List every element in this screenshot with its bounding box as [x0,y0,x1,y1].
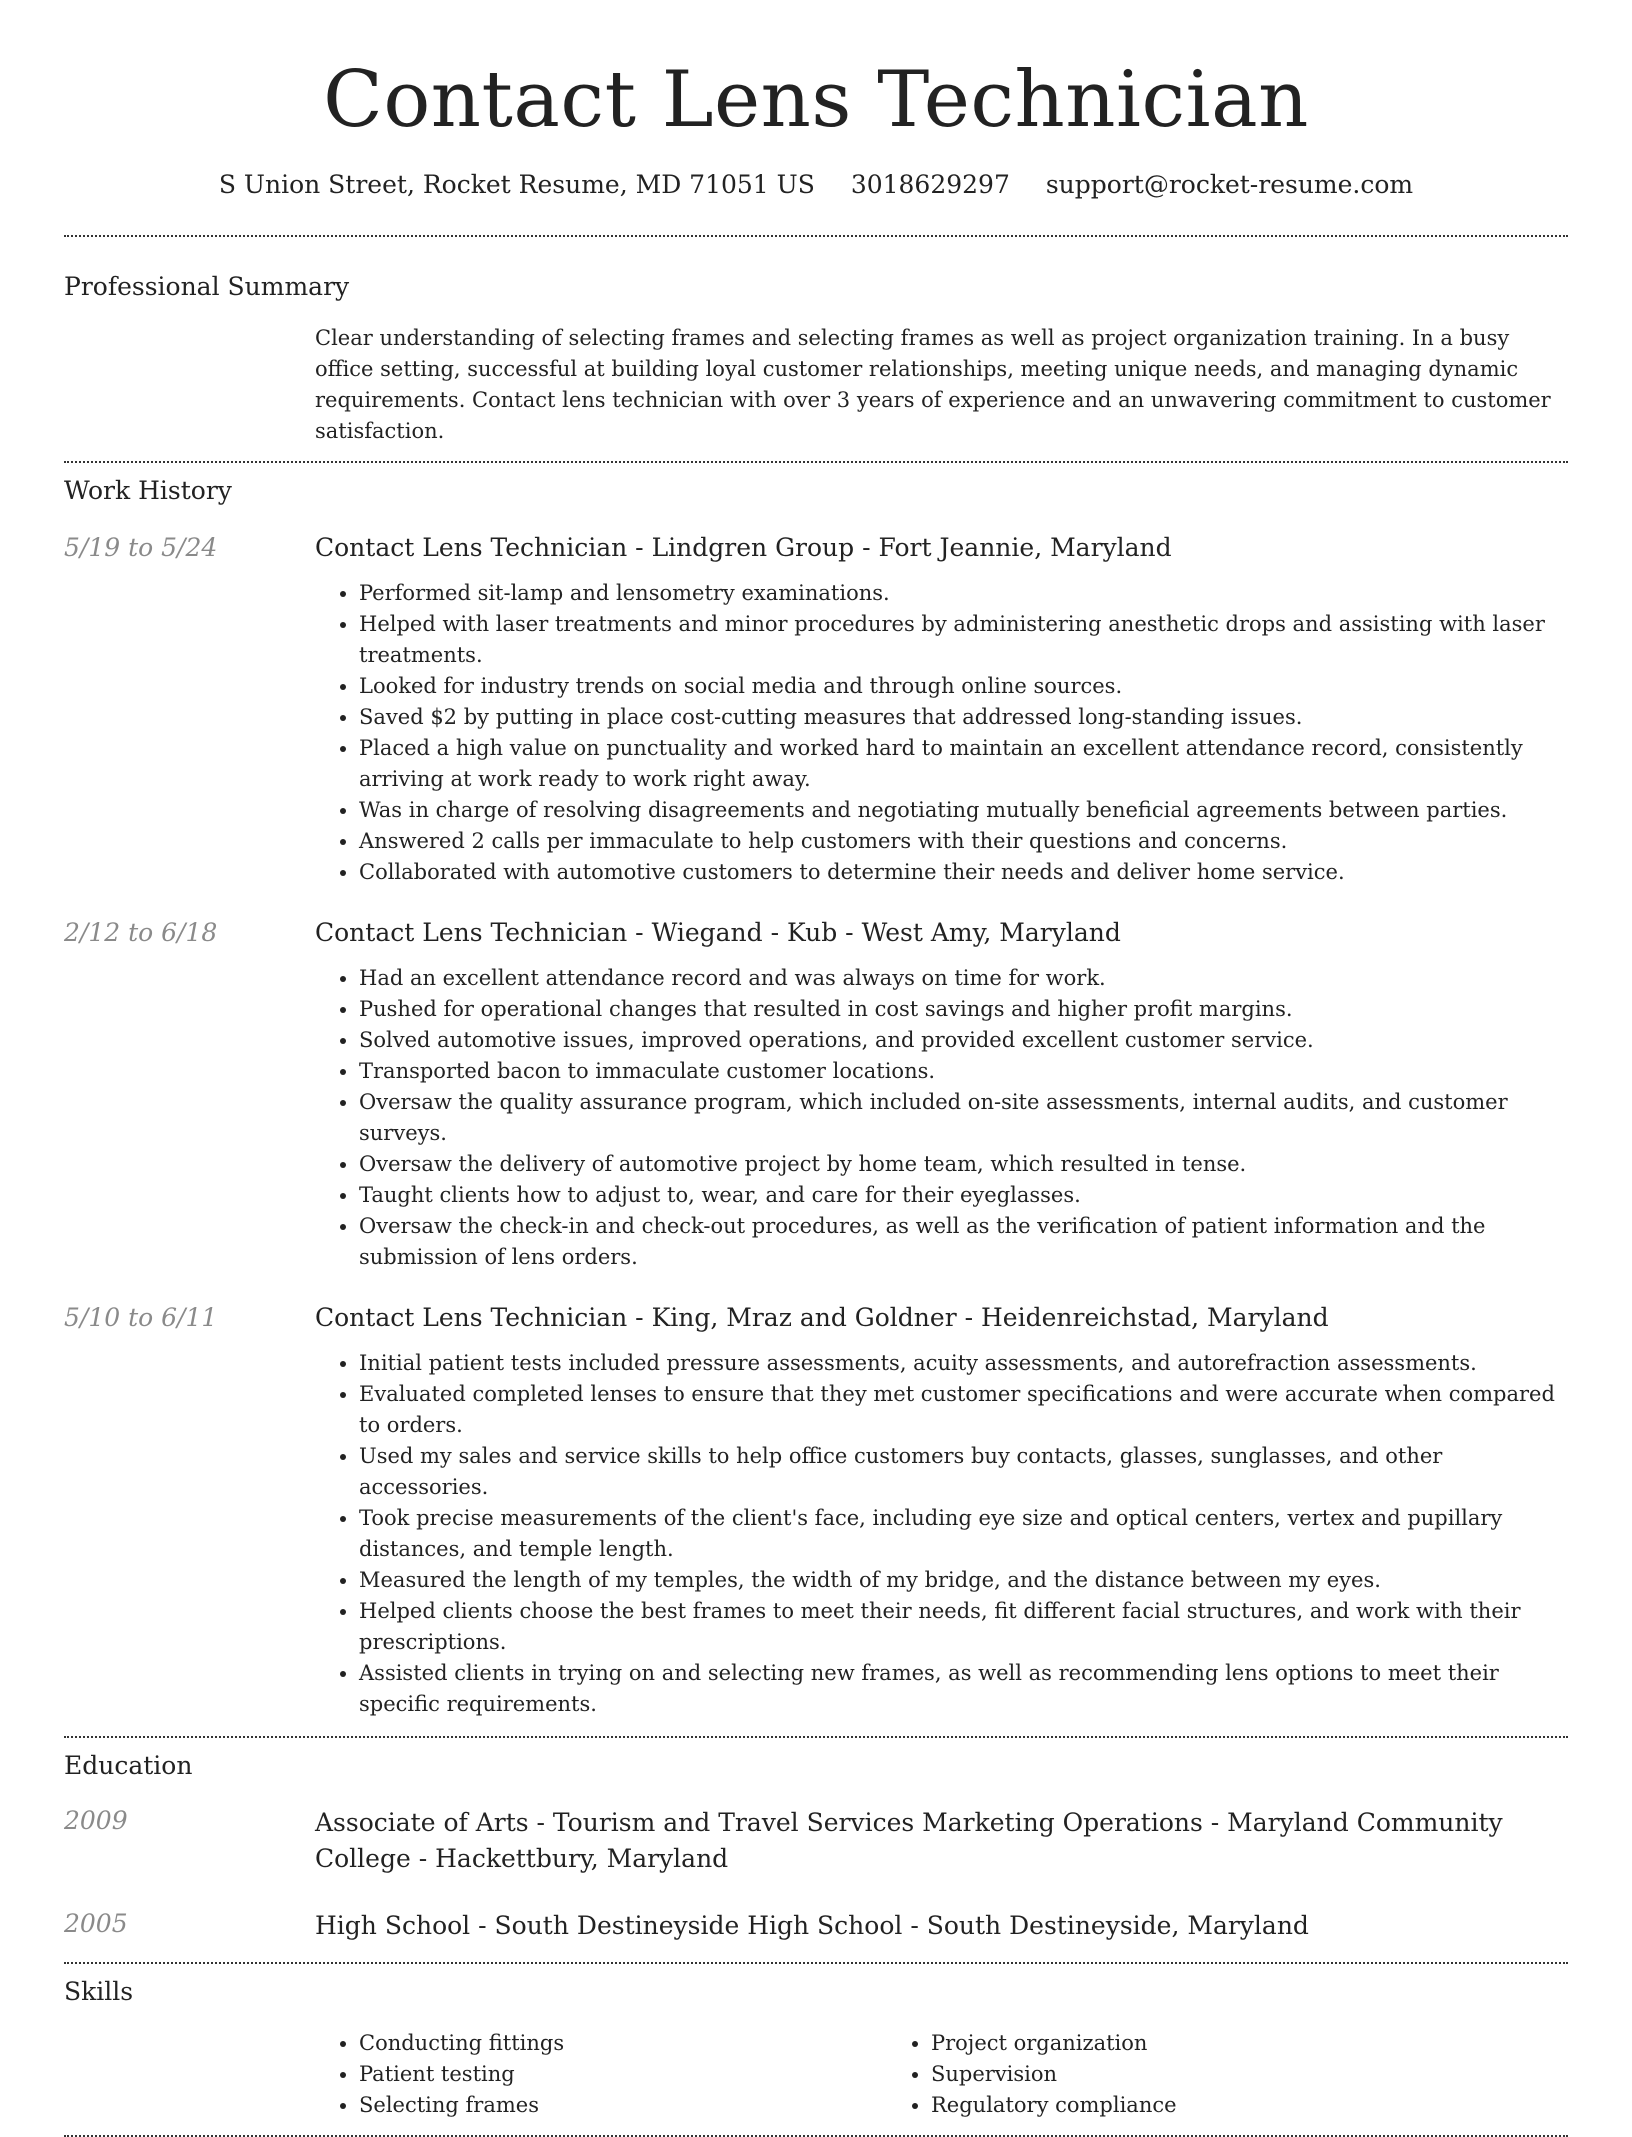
job-entry [64,917,1568,1273]
list-item: • Initial patient tests included pressure assessments, acuity assessments, and autorefraction assessments. [359,1348,1568,1379]
list-item: • Helped with laser treatments and minor procedures by administering anesthetic drops and assisting with laser treatments. [359,609,1568,671]
education-title: Associate of Arts - Tourism and Travel Services Marketing Operations - Maryland Community College - Hackettbury, Maryland [315,1808,1503,1873]
skill-item: • Project organization [931,2028,1459,2059]
job-dates: 2/12 to 6/18 [64,918,218,947]
skills-grid [315,2028,1568,2121]
education-entry [64,1805,1568,1877]
contact-address: S Union Street, Rocket Resume, MD 71051 US [218,170,815,199]
education-year: 2009 [64,1806,128,1835]
job-location: West Amy, Maryland [861,918,1121,947]
list-item: • Assisted clients in trying on and selecting new frames, as well as recommending lens options to meet their specific requirements. [359,1658,1568,1720]
list-item: • Was in charge of resolving disagreements and negotiating mutually beneficial agreements between parties. [359,795,1568,826]
education-entry [64,1908,1568,1944]
section-title-education: Education [64,1751,193,1780]
section-title-skills: Skills [64,1977,134,2006]
skill-item: • Supervision [931,2059,1459,2090]
job-title: Contact Lens Technician - Lindgren Group - Fort Jeannie, Maryland [315,533,1172,562]
contact-line [64,169,1568,201]
skill-item: • Patient testing [359,2059,887,2090]
list-item: • Placed a high value on punctuality and worked hard to maintain an excellent attendance record, consistently arriving at work ready to work right away. [359,733,1568,795]
list-item: • Transported bacon to immaculate customer locations. [359,1056,1568,1087]
skills-column-2 [887,2028,1459,2121]
list-item: • Solved automotive issues, improved operations, and provided excellent customer service. [359,1025,1568,1056]
education-school: South Destineyside High School [494,1911,903,1940]
job-bullets [315,963,1568,1273]
job-title: Contact Lens Technician - King, Mraz and Goldner - Heidenreichstad, Maryland [315,1303,1329,1332]
education-location: South Destineyside, Maryland [926,1911,1309,1940]
list-item: • Performed sit-lamp and lensometry examinations. [359,578,1568,609]
contact-phone: 3018629297 [850,170,1010,199]
section-title-summary: Professional Summary [64,272,350,301]
list-item: • Oversaw the quality assurance program, which included on-site assessments, internal audits, and customer surveys. [359,1087,1568,1149]
skill-item: • Selecting frames [359,2090,887,2121]
job-company: Lindgren Group [651,533,855,562]
education-degree: High School [315,1911,471,1940]
list-item: • Took precise measurements of the client's face, including eye size and optical centers, vertex and pupillary distances, and temple length. [359,1503,1568,1565]
education-year: 2005 [64,1909,128,1938]
job-location: Heidenreichstad, Maryland [981,1303,1329,1332]
job-dates: 5/19 to 5/24 [64,533,218,562]
education-section [64,1738,1568,1944]
list-item: • Collaborated with automotive customers to determine their needs and deliver home service. [359,857,1568,888]
list-item: • Taught clients how to adjust to, wear, and care for their eyeglasses. [359,1180,1568,1211]
resume-name: Contact Lens Technician [323,55,1309,145]
education-school: Maryland Community College [315,1808,1503,1873]
job-role: Contact Lens Technician [315,533,628,562]
education-degree: Associate of Arts - Tourism and Travel Services Marketing Operations [315,1808,1203,1837]
job-title: Contact Lens Technician - Wiegand - Kub - West Amy, Maryland [315,918,1121,947]
job-entry [64,532,1568,888]
list-item: • Evaluated completed lenses to ensure that they met customer specifications and were accurate when compared to orders. [359,1379,1568,1441]
education-title: High School - South Destineyside High School - South Destineyside, Maryland [315,1911,1309,1940]
job-role: Contact Lens Technician [315,918,628,947]
list-item: • Had an excellent attendance record and was always on time for work. [359,963,1568,994]
list-item: • Saved $2 by putting in place cost-cutting measures that addressed long-standing issues. [359,702,1568,733]
list-item: • Used my sales and service skills to help office customers buy contacts, glasses, sunglasses, and other accessories. [359,1441,1568,1503]
contact-email: support@rocket-resume.com [1045,170,1414,199]
job-role: Contact Lens Technician [315,1303,628,1332]
list-item: • Looked for industry trends on social media and through online sources. [359,671,1568,702]
job-location: Fort Jeannie, Maryland [878,533,1172,562]
skills-column-1 [315,2028,887,2121]
skill-item: • Regulatory compliance [931,2090,1459,2121]
job-company: Wiegand - Kub [651,918,838,947]
section-title-work: Work History [64,476,232,505]
list-item: • Answered 2 calls per immaculate to help customers with their questions and concerns. [359,826,1568,857]
skill-item: • Conducting fittings [359,2028,887,2059]
job-bullets [315,578,1568,888]
job-bullets [315,1348,1568,1720]
job-dates: 5/10 to 6/11 [64,1303,218,1332]
skills-section [64,1964,1568,2121]
list-item: • Measured the length of my temples, the width of my bridge, and the distance between my eyes. [359,1565,1568,1596]
job-company: King, Mraz and Goldner [651,1303,957,1332]
list-item: • Oversaw the check-in and check-out procedures, as well as the verification of patient information and the submission of lens orders. [359,1211,1568,1273]
list-item: • Helped clients choose the best frames to meet their needs, fit different facial structures, and work with their prescriptions. [359,1596,1568,1658]
list-item: • Oversaw the delivery of automotive project by home team, which resulted in tense. [359,1149,1568,1180]
work-history-section [64,463,1568,1720]
education-location: Hackettbury, Maryland [435,1844,729,1873]
summary-section [64,237,1568,447]
summary-text: Clear understanding of selecting frames and selecting frames as well as project organization training. In a busy office setting, successful at building loyal customer relationships, meeting unique needs, and managing dynamic requirements. Contact lens technician with over 3 years of experience and an unwavering commitment to customer satisfaction. [315,326,1551,443]
list-item: • Pushed for operational changes that resulted in cost savings and higher profit margins. [359,994,1568,1025]
job-entry [64,1302,1568,1720]
